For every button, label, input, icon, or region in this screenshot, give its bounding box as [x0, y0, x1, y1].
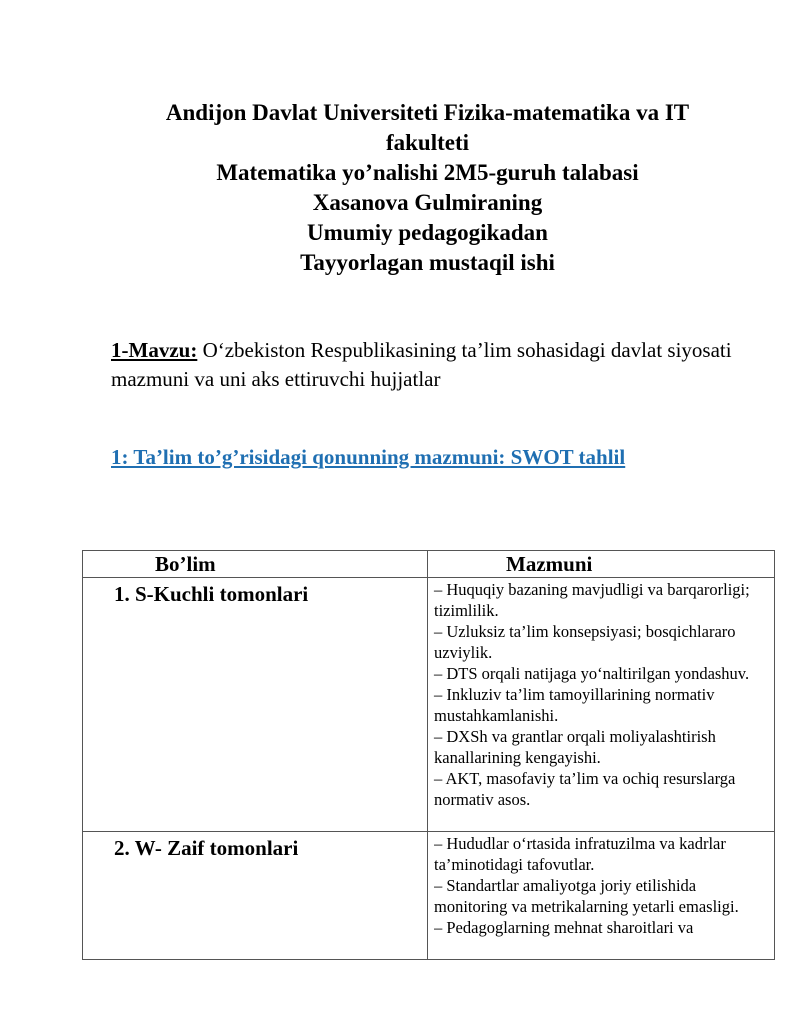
topic-paragraph	[111, 336, 751, 394]
table-row	[83, 832, 775, 960]
header-line-student: Xasanova Gulmiraning	[312, 190, 543, 215]
strengths-content	[428, 578, 775, 832]
header-line-group: Matematika yo’nalishi 2M5-guruh talabasi	[216, 160, 639, 185]
list-item: – Pedagoglarning mehnat sharoitlari va	[434, 918, 694, 937]
list-item: – Inkluziv ta’lim tamoyillarining normativ mustahkamlanishi.	[434, 685, 715, 725]
list-item: – DXSh va grantlar orqali moliyalashtirish kanallarining kengayishi.	[434, 727, 716, 767]
header-line-university: Andijon Davlat Universiteti Fizika-matematika va IT	[165, 100, 690, 125]
section-strengths: 1. S-Kuchli tomonlari	[83, 578, 428, 832]
topic-label: 1-Mavzu:	[111, 338, 198, 362]
section-weaknesses: 2. W- Zaif tomonlari	[83, 832, 428, 960]
list-item: – Uzluksiz ta’lim konsepsiyasi; bosqichlararo uzviylik.	[434, 622, 736, 662]
topic-text: O‘zbekiston Respublikasining ta’lim sohasidagi davlat siyosati mazmuni va uni aks ettiruvchi hujjatlar	[111, 338, 732, 391]
list-item: – AKT, masofaviy ta’lim va ochiq resurslarga normativ asos.	[434, 769, 736, 809]
table-row	[83, 578, 775, 832]
list-item: – DTS orqali natijaga yo‘naltirilgan yondashuv.	[434, 664, 750, 683]
list-item: – Standartlar amaliyotga joriy etilishida monitoring va metrikalarning yetarli emasligi.	[434, 876, 739, 916]
column-header-section: Bo’lim	[83, 551, 428, 578]
swot-heading-link[interactable]: 1: Ta’lim to’g’risidagi qonunning mazmuni: SWOT tahlil	[111, 445, 626, 469]
header-line-faculty: fakulteti	[385, 130, 470, 155]
column-header-content: Mazmuni	[428, 551, 775, 578]
table-header-row	[83, 551, 775, 578]
header-line-work-type: Tayyorlagan mustaqil ishi	[300, 250, 555, 275]
document-header	[120, 98, 735, 278]
weaknesses-list	[434, 833, 768, 957]
weaknesses-content	[428, 832, 775, 960]
list-item: – Hududlar o‘rtasida infratuzilma va kadrlar ta’minotidagi tafovutlar.	[434, 834, 726, 874]
list-item: – Huquqiy bazaning mavjudligi va barqarorligi; tizimlilik.	[434, 580, 750, 620]
header-line-subject: Umumiy pedagogikadan	[307, 220, 548, 245]
swot-table	[82, 550, 775, 960]
